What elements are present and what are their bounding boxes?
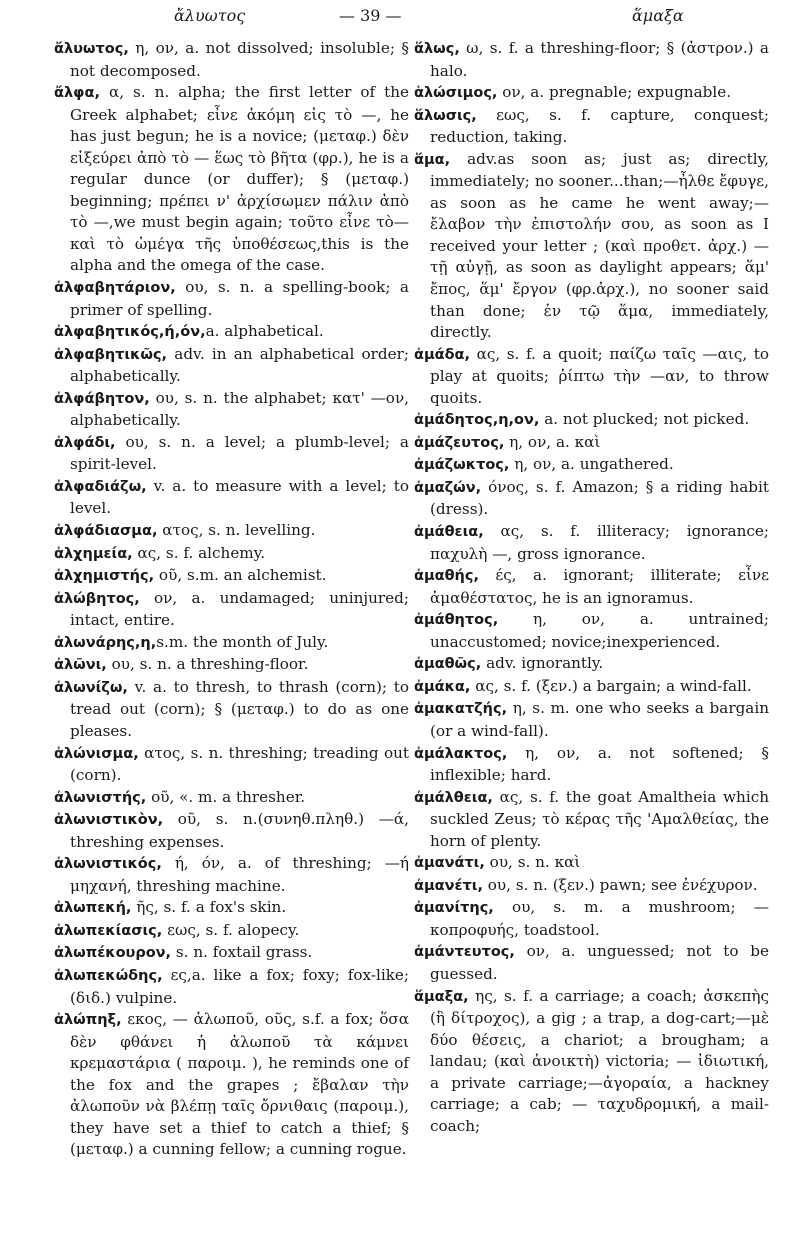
dictionary-entry <box>414 149 769 344</box>
dictionary-entry <box>414 653 769 676</box>
entry-headword: ἀμάζευτος, <box>414 434 505 451</box>
dictionary-entry <box>54 277 409 321</box>
dictionary-entry <box>54 588 409 632</box>
entry-headword: ἀλφαβητικός,ή,όν, <box>54 324 206 341</box>
entry-definition: εως, s. f. alopecy. <box>162 920 300 939</box>
entry-headword: ἅλωσις, <box>414 107 477 124</box>
entry-headword: ἀλωνιστής, <box>54 789 147 806</box>
entry-definition: ας, s. f. the goat Amaltheia which suckled Zeus; τὸ κέρας τῆς 'Αμαλθείας, the horn of plenty. <box>430 787 769 850</box>
entry-definition: ου, s. n. (ξεν.) pawn; see ἐνέχυρον. <box>482 875 758 894</box>
entry-definition: ης, s. f. a carriage; a coach; ἀσκεπὴς (ἢ δίτροχος), a gig ; a trap, a dog-cart;—μὲ δύο θέσεις, a chariot; a brougham; a landau; (καὶ ἀνοικτὴ) victoria; — ἰδιωτική, a private carriage;—ἀγοραία, a hackney carriage; a cab; — ταχυδρομική, a mail-coach; <box>430 986 769 1135</box>
entry-definition: εως, s. f. capture, conquest; reduction, taking. <box>430 105 769 147</box>
entry-headword: ἀλῶνι, <box>54 657 107 674</box>
dictionary-entry <box>414 743 769 787</box>
header-last-word: ἅμαξα <box>632 6 684 25</box>
dictionary-entry <box>54 432 409 476</box>
dictionary-entry <box>414 432 769 455</box>
dictionary-entry <box>54 942 409 965</box>
entry-definition: ας, s. f. a quoit; παίζω ταῖς —αις, to play at quoits; ῥίπτω τὴν —αν, to throw quoits. <box>430 344 769 407</box>
dictionary-entry <box>54 1009 409 1161</box>
entry-definition: ατος, s. n. levelling. <box>157 521 316 540</box>
entry-definition: ου, s. n. καὶ <box>484 853 581 872</box>
entry-headword: ἀμάντευτος, <box>414 944 515 961</box>
dictionary-entry <box>54 388 409 432</box>
entry-headword: ἀλωνάρης,η, <box>54 634 157 651</box>
entry-definition: ες,a. like a fox; foxy; fox-like; (διδ.) vulpine. <box>70 965 409 1007</box>
header-first-word: ἄλυωτος <box>174 6 246 25</box>
entry-headword: ἀλφαδιάζω, <box>54 478 147 495</box>
entry-definition: s.m. the month of July. <box>156 632 329 651</box>
dictionary-entry <box>54 38 409 82</box>
entry-definition: ή, όν, a. of threshing; —ή μηχανή, threshing machine. <box>70 854 409 895</box>
dictionary-entry <box>414 82 769 105</box>
entry-headword: ἀλωπεκή, <box>54 900 132 917</box>
entry-definition: ου, s. n. the alphabet; κατ' —ον, alphabetically. <box>70 388 409 430</box>
dictionary-entry <box>54 565 409 588</box>
entry-headword: ἀμακατζής, <box>414 701 508 718</box>
entry-definition: η, ον, a. not dissolved; insoluble; § not decomposed. <box>70 39 409 80</box>
entry-headword: ἀμανίτης, <box>414 900 494 917</box>
entry-headword: ἀλώπηξ, <box>54 1012 122 1029</box>
entry-headword: ἀμάδητος,η,ον, <box>414 412 540 429</box>
dictionary-entry <box>414 344 769 410</box>
entry-definition: οῦ, s.m. an alchemist. <box>154 566 327 585</box>
entry-definition: η, s. m. one who seeks a bargain (or a wind-fall). <box>430 699 769 740</box>
dictionary-entry <box>414 676 769 699</box>
entry-definition: a. not plucked; not picked. <box>539 410 750 429</box>
entry-headword: ἀμάλακτος, <box>414 745 508 762</box>
dictionary-entry <box>414 986 769 1138</box>
dictionary-entry <box>414 897 769 941</box>
entry-definition: α, s. n. alpha; the first letter of the Greek alphabet; εἶνε ἀκόμη εἰς τὸ —, he has just begun; he is a novice; (μεταφ.) δὲν εἰξεύρει ἀπὸ τὸ — ἕως τὸ βῆτα (φρ.), he is a regular dunce (or duffer); § (μεταφ.) beginning; πρέπει ν' ἀρχίσωμεν πάλιν ἀπὸ τὸ —,we must begin again; τοῦτο εἶνε τὸ—καὶ τὸ ὠμέγα τῆς ὑποθέσεως,this is the alpha and the omega of the case. <box>70 83 409 275</box>
entry-definition: v. a. to measure with a level; to level. <box>70 476 409 518</box>
entry-definition: ον, a. unguessed; not to be guessed. <box>430 942 769 983</box>
entry-headword: ἀλωνιστικὸν, <box>54 812 164 829</box>
entry-definition: ας, s. f. illiteracy; ignorance; παχυλὴ —, gross ignorance. <box>430 522 769 563</box>
entry-definition: ου, s. n. a threshing-floor. <box>106 655 309 674</box>
entry-headword: ἀλώβητος, <box>54 590 140 607</box>
dictionary-entry <box>414 38 769 82</box>
entry-headword: ἅλως, <box>414 41 460 57</box>
left-column <box>54 38 409 1161</box>
entry-headword: ἀμάδα, <box>414 346 471 363</box>
dictionary-entry <box>414 521 769 565</box>
dictionary-entry <box>54 520 409 543</box>
entry-headword: ἀμαθῶς, <box>414 656 482 673</box>
entry-definition: ου, s. n. a level; a plumb-level; a spirit-level. <box>70 432 409 474</box>
entry-headword: ἀλωνίζω, <box>54 679 128 696</box>
entry-definition: εκος, — ἀλωποῦ, οῦς, s.f. a fox; ὅσα δὲν φθάνει ἡ ἀλωποῦ τὰ κάμνει κρεμαστάρια ( παροιμ. ), he reminds one of the fox and the grapes ; ἔβαλαν τὴν ἀλωποῦν νὰ βλέπῃ ταῖς ὄρνιθαις (παροιμ.), they have set a thief to catch a thief; § (μεταφ.) a cunning fellow; a cunning rogue. <box>70 1010 409 1159</box>
entry-definition: ές, a. ignorant; illiterate; εἶνε ἀμαθέστατος, he is an ignoramus. <box>430 566 769 607</box>
entry-headword: ἅμα, <box>414 151 451 168</box>
entry-headword: ἀμάκα, <box>414 678 471 695</box>
dictionary-entry <box>414 941 769 985</box>
dictionary-entry <box>54 632 409 655</box>
dictionary-entry <box>54 920 409 943</box>
entry-headword: ἁλώσιμος, <box>414 85 498 102</box>
entry-definition: οῦ, «. m. a thresher. <box>146 787 306 806</box>
dictionary-entry <box>414 565 769 609</box>
entry-headword: ἀλωνιστικός, <box>54 856 162 873</box>
dictionary-entry <box>54 543 409 566</box>
dictionary-entry <box>54 897 409 920</box>
dictionary-entry <box>414 609 769 653</box>
page-header <box>54 2 774 28</box>
entry-headword: ἀλχημιστής, <box>54 568 155 585</box>
page-number: — 39 — <box>339 6 402 25</box>
entry-definition: adv. in an alphabetical order; alphabetically. <box>70 344 409 386</box>
dictionary-entry <box>54 809 409 853</box>
entry-headword: ἀμαζών, <box>414 479 482 496</box>
dictionary-entry <box>414 698 769 742</box>
entry-definition: adv.as soon as; just as; directly, immediately; no sooner...than;—ἦλθε ἔφυγε, as soon as he came he went away;— ἔλαβον τὴν ἐπιστολήν σου, as soon as I received your letter ; (καὶ προθετ. ἀρχ.) — τῇ αὐγῇ, as soon as daylight appears; ἅμ' ἔπος, ἅμ' ἔργον (φρ.ἀρχ.), no sooner said than done; ἐν τῷ ἅμα, immediately, directly. <box>430 149 769 342</box>
dictionary-entry <box>414 787 769 853</box>
entry-definition: ον, a. pregnable; expugnable. <box>497 83 732 102</box>
entry-headword: ἀμαθής, <box>414 568 479 585</box>
dictionary-entry <box>54 654 409 677</box>
dictionary-entry <box>414 875 769 898</box>
dictionary-entry <box>414 409 769 432</box>
entry-definition: ας, s. f. (ξεν.) a bargain; a wind-fall. <box>470 676 752 695</box>
dictionary-entry <box>54 677 409 743</box>
dictionary-entry <box>54 853 409 897</box>
entry-headword: ἀλωπεκίασις, <box>54 922 163 939</box>
entry-definition: adv. ignorantly. <box>481 654 604 673</box>
entry-headword: ἀλφάδιασμα, <box>54 523 158 540</box>
entry-headword: ἀλφαβητικῶς, <box>54 346 168 363</box>
dictionary-entry <box>414 105 769 149</box>
entry-headword: ἄλυωτος, <box>54 41 129 57</box>
entry-definition: ῆς, s. f. a fox's skin. <box>131 898 287 917</box>
entry-definition: οῦ, s. n.(συνηθ.πληθ.) —ά, threshing expenses. <box>70 810 409 851</box>
entry-definition: όνος, s. f. Amazon; § a riding habit (dress). <box>430 477 769 519</box>
dictionary-entry <box>414 454 769 477</box>
entry-headword: ἀμανέτι, <box>414 877 483 894</box>
dictionary-entry <box>54 321 409 344</box>
right-column <box>414 38 769 1137</box>
entry-definition: ου, s. n. a spelling-book; a primer of spelling. <box>70 278 409 319</box>
entry-headword: ἀμάζωκτος, <box>414 457 510 474</box>
entry-headword: ἀλφαβητάριον, <box>54 280 176 297</box>
entry-definition: a. alphabetical. <box>205 322 324 341</box>
dictionary-entry <box>54 787 409 810</box>
dictionary-entry <box>54 965 409 1009</box>
entry-headword: ἀμάθεια, <box>414 524 484 541</box>
entry-definition: ου, s. m. a mushroom; —κοπροφυής, toadstool. <box>430 898 769 939</box>
entry-headword: ἀλχημεία, <box>54 545 133 562</box>
entry-headword: ἀλωπέκουρον, <box>54 945 172 962</box>
entry-headword: ἀλφάβητον, <box>54 390 150 407</box>
entry-definition: ατος, s. n. threshing; treading out (corn). <box>70 743 409 785</box>
entry-definition: ον, a. undamaged; uninjured; intact, entire. <box>70 588 409 630</box>
entry-definition: η, ον, a. untrained; unaccustomed; novice;inexperienced. <box>430 610 769 651</box>
entry-definition: s. n. foxtail grass. <box>171 943 313 962</box>
entry-headword: ἀμάθητος, <box>414 612 499 629</box>
dictionary-entry <box>414 852 769 875</box>
entry-headword: ἀμανάτι, <box>414 855 485 872</box>
entry-headword: ἀλωπεκώδης, <box>54 967 163 984</box>
entry-definition: ας, s. f. alchemy. <box>132 543 266 562</box>
entry-headword: ἀλώνισμα, <box>54 745 139 762</box>
dictionary-entry <box>54 743 409 787</box>
dictionary-entry <box>414 477 769 521</box>
dictionary-entry <box>54 476 409 520</box>
entry-definition: v. a. to thresh, to thrash (corn); to tread out (corn); § (μεταφ.) to do as one pleases. <box>70 677 409 740</box>
entry-definition: η, ον, a. ungathered. <box>509 455 674 474</box>
dictionary-entry <box>54 344 409 388</box>
dictionary-entry <box>54 82 409 277</box>
entry-headword: ἀλφάδι, <box>54 434 116 451</box>
entry-definition: η, ον, a. not softened; § inflexible; hard. <box>430 743 769 785</box>
entry-definition: ω, s. f. a threshing-floor; § (ἀστρον.) a halo. <box>430 39 769 80</box>
entry-headword: ἄλφα, <box>54 85 100 102</box>
entry-headword: ἀμάλθεια, <box>414 789 493 806</box>
entry-definition: η, ον, a. καὶ <box>504 432 601 451</box>
entry-headword: ἅμαξα, <box>414 988 469 1005</box>
